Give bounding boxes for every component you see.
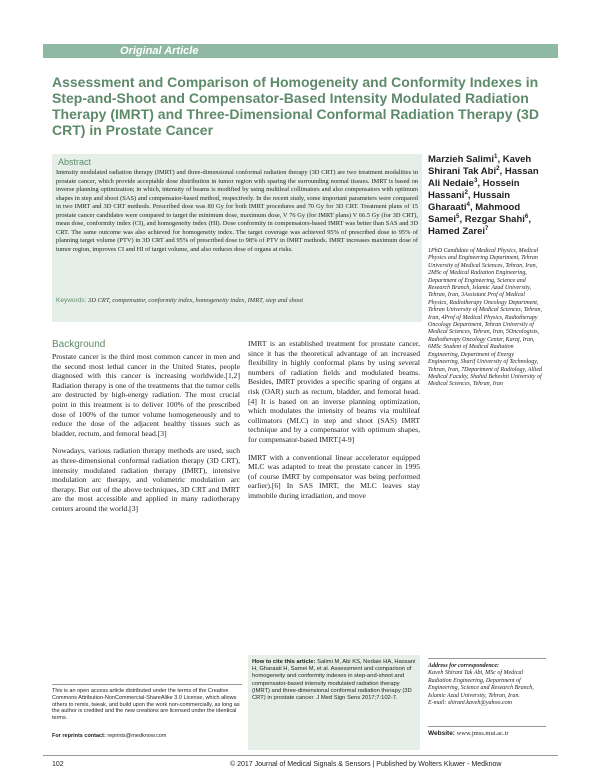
author-name: Mahmood Samei	[428, 202, 521, 225]
article-title: Assessment and Comparison of Homogeneity and Conformity Indexes in Step-and-Shoot and Compensator-Based Intensity Modulated Radiation Therapy (IMRT) and Three-Dimensional Conformal Radiation Therapy (3D CRT) in Prostate Cancer	[52, 74, 539, 138]
divider	[428, 658, 546, 659]
website-line	[428, 730, 546, 737]
correspondence-text: Kaveh Shirani Tak Abi, MSc of Medical Radiation Engineering, Department of Engineering, Science and Research Branch, Islamic Azad University, Tehran, Iran.	[428, 670, 534, 699]
journal-footer: © 2017 Journal of Medical Signals & Sensors | Published by Wolters Kluwer - Medknow	[230, 761, 502, 768]
author-list: Marzieh Salimi$^1$, Kaveh Shirani Tak Abi$^2$, Hassan Ali Nedaie$^3$, Hossein Hassani$^2$, Hussain Gharaati$^4$, Mahmood Samei$^5$, Rezgar Shahi$^6$, Hamed Zarei$^7$	[428, 152, 539, 237]
body-paragraph: Nowadays, various radiation therapy methods are used, such as three-dimensional conformal radiation therapy (3D CRT), intensity modulated radiation therapy (IMRT), intensive modulation arc therapy, and volumetric modulation arc therapy. But out of the above techniques, 3D CRT and IMRT are the most accessible and applied in many radiotherapy centers around the world.[3]	[52, 446, 240, 513]
author-name: Marzieh Salimi	[428, 154, 494, 165]
divider	[52, 684, 242, 685]
correspondence-email[interactable]: E-mail: shirani.kaveh@yahoo.com	[428, 700, 512, 707]
reprints-label: For reprints contact:	[52, 733, 106, 739]
how-to-cite-label: How to cite this article:	[252, 659, 316, 665]
abstract-heading: Abstract	[58, 157, 92, 167]
article-type-label: Original Article	[120, 45, 199, 57]
footer-divider	[43, 755, 558, 756]
correspondence-heading: Address for correspondence:	[428, 663, 499, 669]
author-name: Hamed Zarei	[428, 226, 486, 237]
author-name: Kaveh Shirani Tak Abi	[428, 154, 532, 177]
divider	[428, 726, 546, 727]
keywords-text: 3D CRT, compensator, conformity index, homogeneity index, IMRT, step and shoot	[87, 297, 304, 304]
body-paragraph: IMRT with a conventional linear accelerator equipped MLC was adapted to treat the prostate cancer in 1995 (of course IMRT by compensator was being performed earlier).[6] In SAS IMRT, the MLC leaves stay immobile during irradiation, and move	[248, 452, 420, 500]
reprints-email[interactable]: reprints@medknow.com	[107, 733, 167, 739]
author-affiliations: 1PhD Candidate of Medical Physics, Medical Physics and Engineering Department, Tehran University of Medical Sciences, Tehran, Iran, 2MSc of Medical Radiation Engineering, Department of Engineering, Science and Research Branch, Islamic Azad University, Tehran, Iran, 3Assistant Prof of Medical Physics, Radiotherapy Oncology Department, Tehran University of Medical Sciences, Tehran, Iran, 4Prof of Medical Physics, Radiotherapy Oncology Department, Tehran University of Medical Sciences, Tehran, Iran, 5Oncologists, Radiotherapy Oncology Center, Karaj, Iran, 6MSc Student of Medical Radiation Engineering, Department of Energy Engineering, Sharif University of Technology, Tehran, Iran, 7Department of Radiology, Allied Medical Faculty, Shahid Beheshti University of Medical Sciences, Tehran, Iran	[428, 248, 543, 388]
author-name: Hussain Gharaati	[428, 190, 511, 213]
author-name: Hassan Ali Nedaie	[428, 166, 539, 189]
keywords-label: Keywords:	[56, 297, 87, 304]
abstract-text: Intensity modulated radiation therapy (IMRT) and three-dimensional conformal radiation therapy (3D CRT) are two treatment modalities in prostate cancer, which provide acceptable dose distribution in tumor region with sparing the surrounding normal tissues. IMRT is based on inverse planning optimization; in which, intensity of beams is modified by using multileaf collimators and also compensators with optimum shapes in step and shoot (SAS) and compensator-based method, respectively. In the recent study, some important parameters were compared in two IMRT and 3D CRT methods. Prescribed dose was 80 Gy for both IMRT procedures and 70 Gy for 3D CRT. Treatment plans of 15 prostate cancer candidates were compared to target the minimum dose, maximum dose, V 76 Gy (for IMRT plans) V 66.5 Gy (for 3D CRT), mean dose, conformity index (CI), and homogeneity index (HI). Dose conformity in compensators-based IMRT was better than SAS and 3D CRT. The same outcome was also achieved for homogeneity index. The target coverage was achieved 95% of prescribed dose to 95% of planning target volume (PTV) in 3D CRT and 95% of prescribed dose to 98% of PTV in IMRT methods. IMRT increases maximum dose of tumor region, improves CI and HI of target volume, and also reduces dose of organs at risks.	[56, 169, 418, 253]
body-paragraph: Prostate cancer is the third most common cancer in men and the second most lethal cancer in the United States, people diagnosed with this cancer is increasing worldwide.[1,2] Radiation therapy is one of the treatments that the tumor cells are destructed by high-energy radiation. The most crucial point in this treatment is to deliver 100% of the prescribed dose of 100% of the tumor volume homogeneously and to reduce the dose of the adjacent healthy tissues such as bladder, rectum, and femoral head.[3]	[52, 352, 240, 438]
reprints-line	[52, 733, 242, 739]
how-to-cite-text	[252, 659, 416, 702]
website-label: Website:	[428, 730, 455, 737]
page-number: 102	[52, 761, 64, 768]
body-paragraph: IMRT is an established treatment for prostate cancer, since it has the theoretical advantage of an increased flexibility in highly conformal plans by using several numbers of radiation fields and modulated beams. Besides, IMRT provides a specific sparing of organs at risk (OAR) such as rectum, bladder, and femoral head.[4] It is based on an inverse planning optimization, which modulates the intensity of beams via multileaf collimators (MLC) in step and shoot (SAS) IMRT technique and by a compensator with optimum shapes, for compensator-based IMRT.[4-9]	[248, 339, 420, 444]
citation-text: Salimi M, Abi KS, Nedaie HA, Hassani H, Gharaati H, Samei M, et al. Assessment and comparison of homogeneity and conformity indexes in step-and-shoot and compensator-based intensity modulated radiation therapy (IMRT) and three-dimensional conformal radiation therapy (3D CRT) in prostate cancer. J Med Sign Sens 2017;7:102-7.	[252, 659, 416, 702]
keywords-line	[56, 297, 418, 304]
section-heading-background: Background	[52, 339, 106, 350]
correspondence-block	[428, 663, 546, 707]
body-column-left	[52, 352, 240, 522]
author-name: Rezgar Shahi	[464, 214, 525, 225]
license-text: This is an open access article distributed under the terms of the Creative Commons Attribution-NonCommercial-ShareAlike 3.0 License, which allows others to remix, tweak, and build upon the work non-commercially, as long as the author is credited and the new creations are licensed under the identical terms.	[52, 688, 240, 722]
body-column-right	[248, 339, 420, 509]
author-name: Hossein Hassani	[428, 178, 520, 201]
website-link[interactable]: www.jmss.mui.ac.ir	[456, 730, 509, 737]
